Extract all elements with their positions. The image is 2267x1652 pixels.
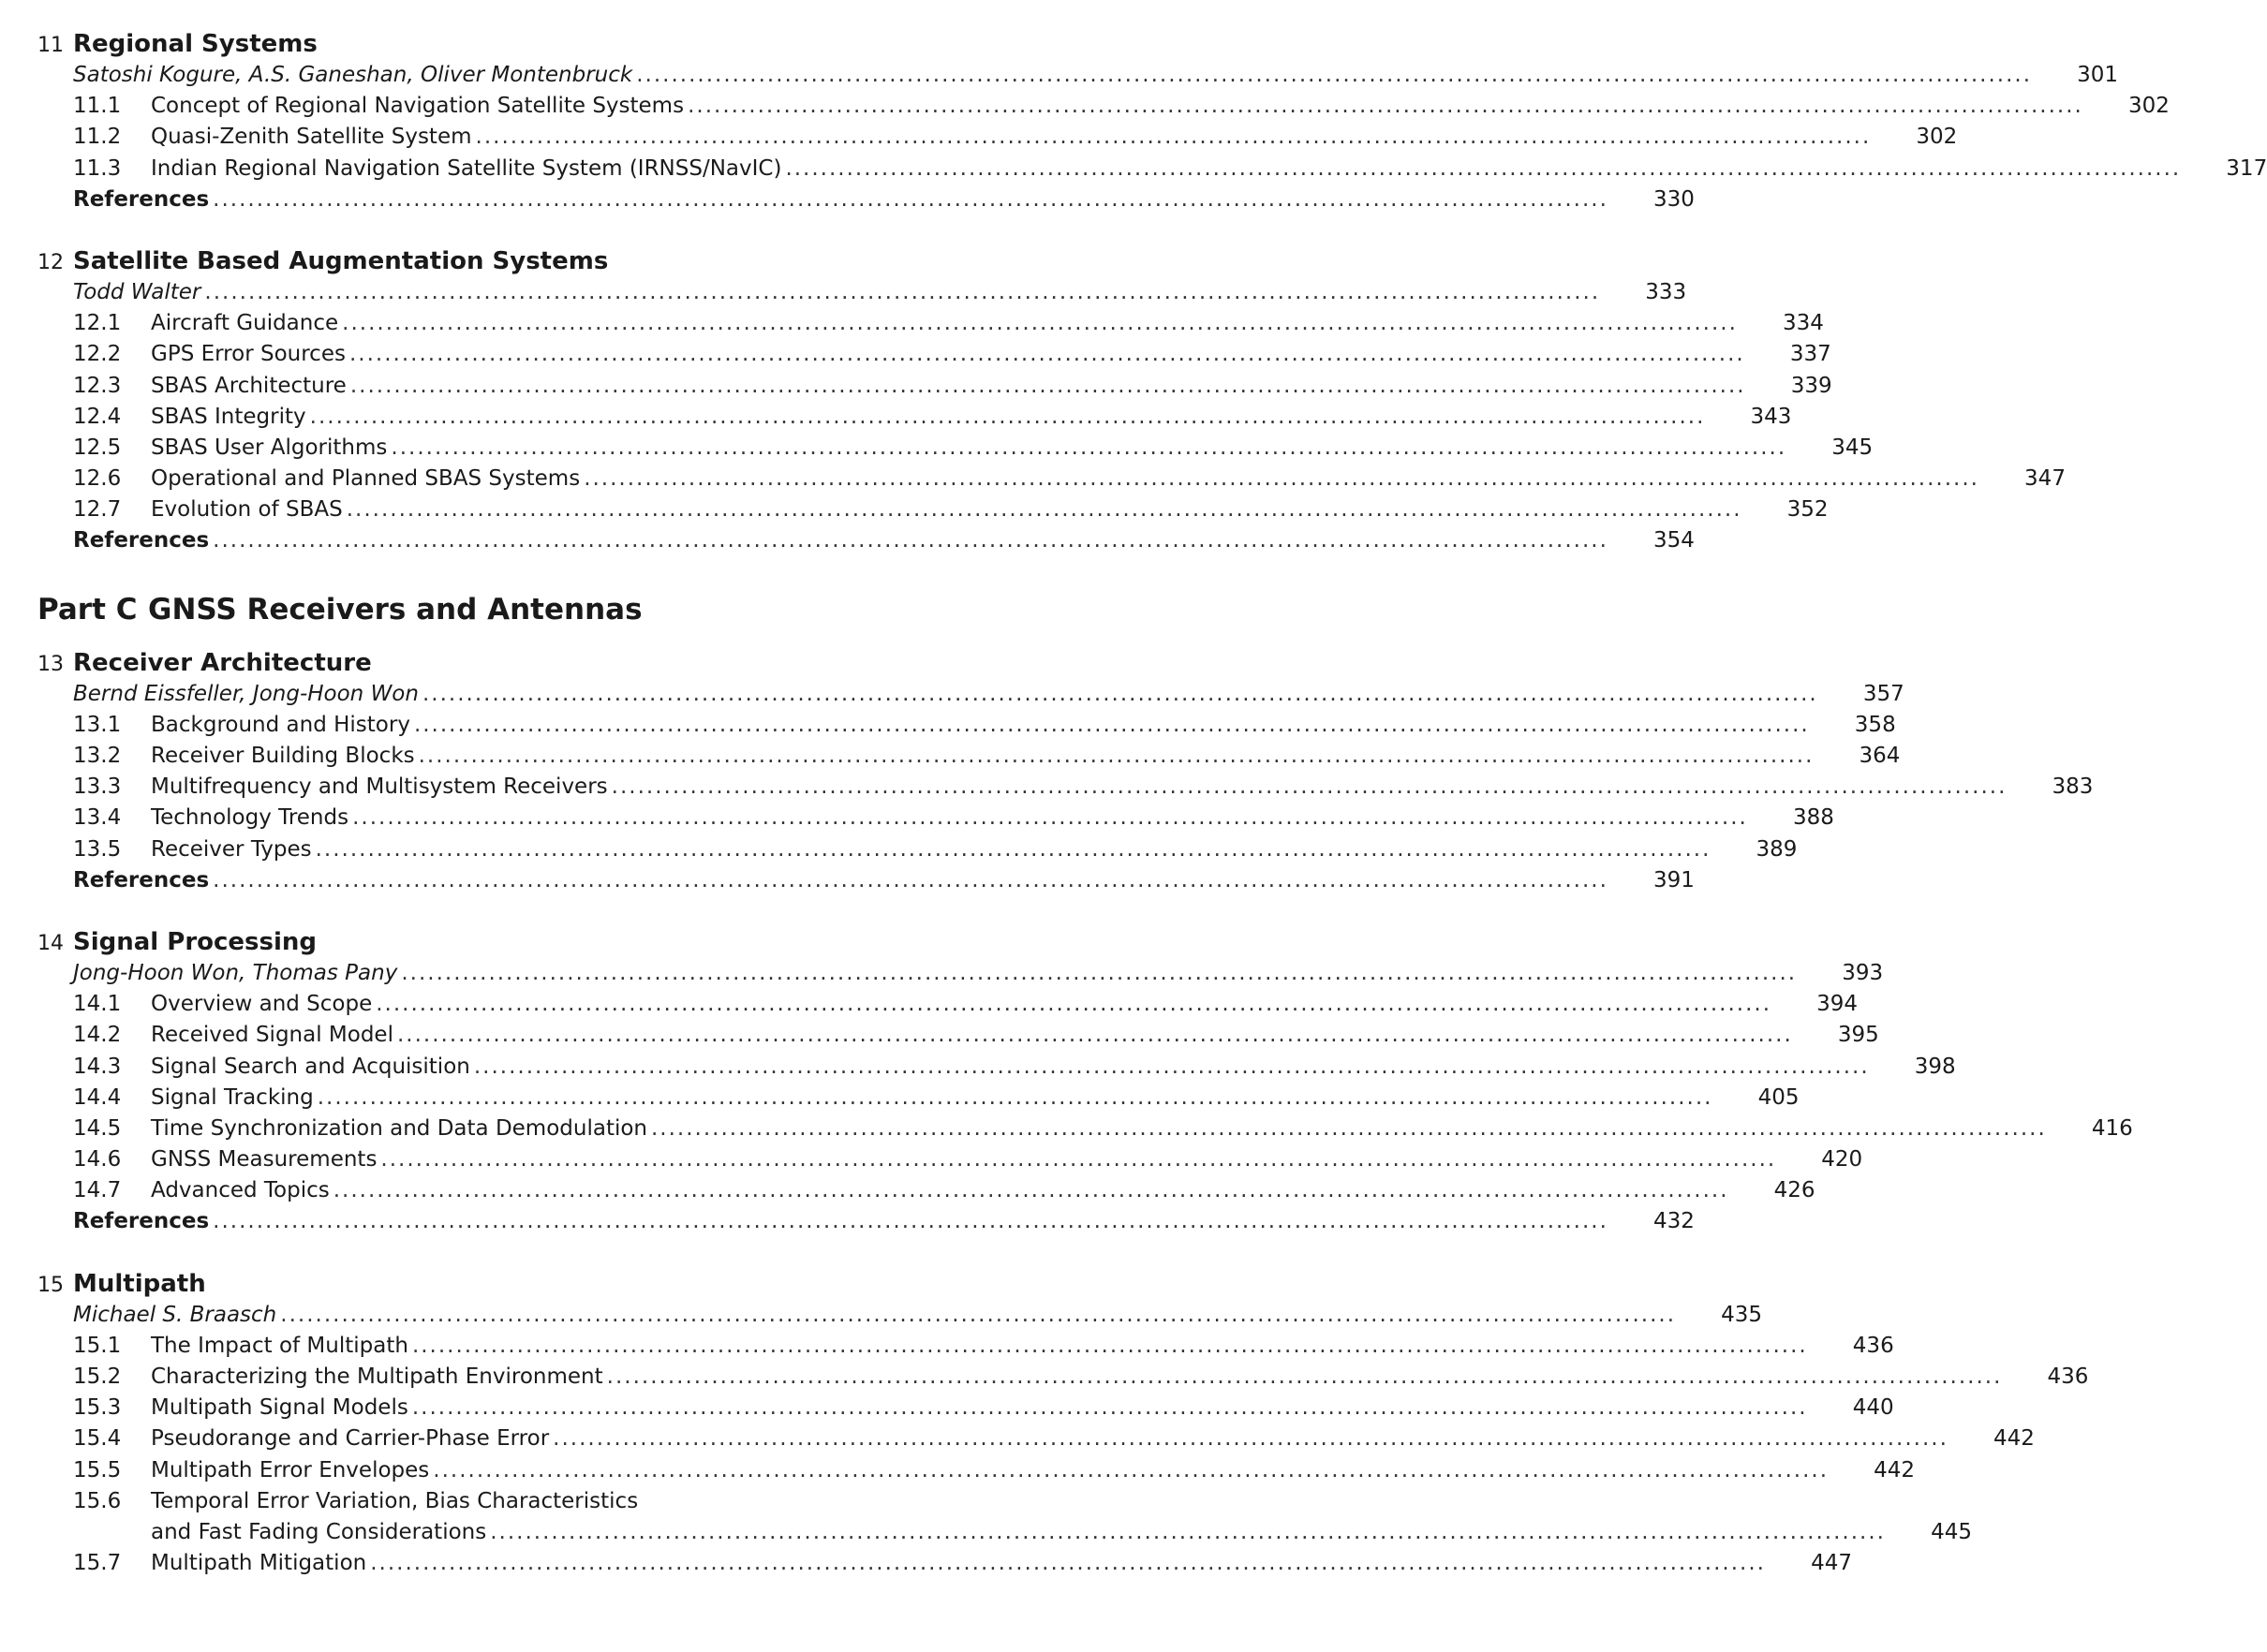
section-row[interactable] [37,91,2170,122]
dot-leader [553,1423,1948,1454]
section-row[interactable] [37,308,1824,339]
chapter-number: 13 [37,652,64,676]
dot-leader [213,525,1608,556]
section-number: 13.1 [73,712,122,737]
section-row[interactable] [37,1393,1894,1423]
section-number: 12.3 [73,373,122,398]
dot-leader [316,834,1711,865]
page-number: 445 [1931,1519,1972,1544]
dot-leader [476,122,1872,153]
dot-leader [419,741,1815,772]
dot-leader [474,1052,1870,1083]
page-number: 435 [1721,1302,1763,1327]
page-number: 302 [2127,94,2170,119]
dot-leader [607,1362,2003,1393]
dot-leader [349,339,1745,370]
section-row[interactable] [37,1144,1863,1175]
section-number: 12.6 [73,466,122,492]
dot-leader [350,371,1746,402]
page-number: 426 [1773,1178,1815,1203]
section-title: Time Synchronization and Data Demodulation [151,1115,647,1141]
page-number: 447 [1811,1551,1852,1576]
dot-leader [310,402,1706,433]
page-number: 405 [1757,1084,1800,1110]
dot-leader [636,60,2032,91]
section-title: Temporal Error Variation, Bias Characteristics [151,1488,639,1513]
chapter-entry [37,1268,2089,1580]
section-row[interactable] [37,772,2094,803]
chapter-entry [37,28,2267,215]
section-number: 15.5 [73,1457,122,1482]
section-row[interactable] [37,402,1792,433]
section-title: Multipath Error Envelopes [151,1457,430,1482]
dot-leader [347,494,1742,525]
section-row[interactable] [37,1548,1852,1579]
page-number: 345 [1831,435,1874,460]
author-row[interactable] [37,277,1687,308]
section-title: Background and History [151,712,410,737]
page-number: 442 [1874,1457,1916,1482]
section-continuation-row[interactable] [37,1517,1972,1548]
chapter-number: 11 [37,34,64,57]
author-names: Jong-Hoon Won, Thomas Pany [73,960,398,985]
author-names: Satoshi Kogure, A.S. Ganeshan, Oliver Montenbruck [73,63,633,87]
section-row[interactable] [37,834,1798,865]
section-row[interactable] [37,154,2267,184]
section-number: 15.2 [73,1364,122,1389]
page-number: 388 [1792,805,1834,831]
section-row[interactable] [37,122,1958,153]
page-number: 358 [1854,712,1896,737]
dot-leader [412,1331,1808,1362]
page-number: 393 [1842,960,1884,985]
page-number: 317 [2226,155,2267,181]
section-title: Multipath Signal Models [151,1395,408,1421]
page-number: 347 [2024,466,2066,492]
author-row[interactable] [37,1300,1763,1331]
references-row[interactable] [37,865,1695,896]
section-number: 14.3 [73,1054,122,1079]
page-number: 337 [1789,342,1831,367]
section-number: 12.2 [73,342,122,367]
section-title: Quasi-Zenith Satellite System [151,125,472,150]
chapter-entry [37,926,2133,1238]
section-number: 14.7 [73,1178,122,1203]
section-title: Multifrequency and Multisystem Receivers [151,774,608,800]
page-number: 420 [1821,1147,1863,1173]
dot-leader [280,1300,1676,1331]
section-number: 13.4 [73,805,122,831]
references-label: References [73,186,210,212]
page-number: 436 [1852,1333,1894,1358]
chapter-number: 14 [37,931,64,955]
section-row[interactable] [37,1455,1916,1486]
section-title: SBAS Integrity [151,404,306,429]
chapter-entry [37,647,2094,896]
table-of-contents [37,28,2267,1609]
page-number: 391 [1653,867,1695,892]
chapter-heading[interactable] [37,647,956,679]
section-row[interactable] [37,1114,2133,1144]
section-title: SBAS User Algorithms [151,435,388,460]
dot-leader [376,989,1771,1020]
section-number: 15.1 [73,1333,122,1358]
page-number: 432 [1653,1209,1695,1234]
dot-leader [318,1083,1713,1114]
section-title: Advanced Topics [151,1178,330,1203]
dot-leader [352,803,1748,833]
section-title: Receiver Building Blocks [151,744,415,768]
section-row[interactable] [37,1052,1956,1083]
section-title: Overview and Scope [151,992,373,1017]
section-number: 11.2 [73,125,122,150]
section-title: Received Signal Model [151,1023,393,1048]
dot-leader [401,958,1797,989]
chapter-title: Regional Systems [73,30,318,58]
chapter-title: Signal Processing [73,927,318,956]
page-number: 333 [1645,279,1687,304]
dot-leader [333,1175,1729,1206]
dot-leader [213,184,1608,215]
chapter-title: Receiver Architecture [73,648,372,677]
section-title: Pseudorange and Carrier-Phase Error [151,1426,550,1452]
section-number: 15.7 [73,1551,122,1576]
dot-leader [204,277,1600,308]
chapter-title: Satellite Based Augmentation Systems [73,246,609,275]
page-number: 330 [1653,186,1695,212]
section-number: 12.4 [73,404,122,429]
section-number: 11.3 [73,155,122,181]
section-row[interactable] [37,1362,2089,1393]
page-number: 440 [1852,1395,1894,1421]
section-title: Signal Tracking [151,1084,314,1110]
section-title: Signal Search and Acquisition [151,1054,470,1079]
dot-leader [584,464,1979,494]
page-number: 383 [2052,774,2094,800]
section-row[interactable] [37,464,2066,494]
section-title: Evolution of SBAS [151,497,343,523]
section-number: 12.7 [73,497,122,523]
page-number: 354 [1653,528,1695,553]
page-number: 416 [2091,1115,2133,1141]
dot-leader [412,1393,1808,1423]
part-title: GNSS Receivers and Antennas [148,592,643,627]
section-number: 14.1 [73,992,122,1017]
page-number: 301 [2077,63,2118,87]
section-row[interactable] [37,433,1874,464]
section-title: GNSS Measurements [151,1147,378,1173]
section-number: 15.3 [73,1395,122,1421]
section-title: Operational and Planned SBAS Systems [151,466,581,492]
chapter-number: 12 [37,250,64,274]
section-number: 14.5 [73,1115,122,1141]
page-number: 343 [1750,404,1792,429]
page-number: 442 [1993,1426,2035,1452]
author-row[interactable] [37,958,1884,989]
page-number: 302 [1916,125,1958,150]
page-number: 357 [1862,681,1904,706]
section-number: 12.5 [73,435,122,460]
page-number: 364 [1859,744,1901,768]
page-number: 339 [1790,373,1832,398]
section-title: Characterizing the Multipath Environment [151,1364,603,1389]
references-row[interactable] [37,525,1695,556]
section-number: 13.3 [73,774,122,800]
section-row[interactable] [37,741,1901,772]
author-names: Todd Walter [73,279,201,304]
section-title: Multipath Mitigation [151,1551,367,1576]
section-title: and Fast Fading Considerations [151,1519,487,1544]
section-title: GPS Error Sources [151,342,346,367]
author-names: Michael S. Braasch [73,1302,277,1327]
section-row[interactable] [37,803,1834,833]
dot-leader [380,1144,1776,1175]
section-title: The Impact of Multipath [151,1333,408,1358]
chapter-title: Multipath [73,1269,206,1298]
dot-leader [422,679,1818,710]
page-number: 395 [1837,1023,1879,1048]
section-number: 14.6 [73,1147,122,1173]
section-title: Receiver Types [151,836,312,862]
page-number: 334 [1783,311,1824,336]
chapter-heading[interactable] [37,28,956,60]
section-row[interactable] [37,494,1829,525]
dot-leader [370,1548,1766,1579]
references-label: References [73,528,210,553]
chapter-number: 15 [37,1273,64,1297]
section-number: 12.1 [73,311,122,336]
chapter-heading[interactable] [37,1268,956,1300]
page-number: 436 [2047,1364,2089,1389]
page-number: 394 [1816,992,1859,1017]
section-row[interactable] [37,989,1859,1020]
section-row[interactable] [37,1020,1879,1051]
page-number: 352 [1786,497,1829,523]
section-number: 13.2 [73,744,122,768]
author-names: Bernd Eissfeller, Jong-Hoon Won [73,681,419,706]
section-title: SBAS Architecture [151,373,347,398]
references-row[interactable] [37,184,1695,215]
author-row[interactable] [37,679,1904,710]
page-number: 398 [1914,1054,1956,1079]
dot-leader [688,91,2083,122]
section-title: Aircraft Guidance [151,311,339,336]
chapter-heading[interactable] [37,245,956,277]
page-number: 389 [1756,836,1798,862]
references-label: References [73,867,210,892]
section-row[interactable] [37,339,1831,370]
section-row[interactable] [37,1423,2035,1454]
section-number: 15.4 [73,1426,122,1452]
dot-leader [651,1114,2047,1144]
author-row[interactable] [37,60,2118,91]
section-title: Concept of Regional Navigation Satellite Systems [151,94,685,119]
dot-leader [213,1206,1608,1237]
section-row[interactable] [37,1175,1815,1206]
section-row[interactable] [37,1331,1894,1362]
references-label: References [73,1209,210,1234]
dot-leader [612,772,2008,803]
section-number: 13.5 [73,836,122,862]
dot-leader [342,308,1738,339]
section-row[interactable] [37,1083,1800,1114]
section-row[interactable] [37,1486,956,1517]
chapter-heading[interactable] [37,926,956,958]
dot-leader [397,1020,1793,1051]
section-row[interactable] [37,371,1832,402]
dot-leader [414,710,1810,741]
section-number: 15.6 [73,1488,122,1513]
chapter-entry [37,245,2066,557]
section-number: 14.4 [73,1084,122,1110]
section-number: 14.2 [73,1023,122,1048]
dot-leader [433,1455,1829,1486]
dot-leader [785,154,2181,184]
section-row[interactable] [37,710,1896,741]
references-row[interactable] [37,1206,1695,1237]
dot-leader [391,433,1786,464]
part-label: Part C [37,592,138,627]
dot-leader [490,1517,1886,1548]
section-number: 11.1 [73,94,122,119]
dot-leader [213,865,1608,896]
section-title: Technology Trends [151,805,349,831]
section-title: Indian Regional Navigation Satellite System (IRNSS/NavIC) [151,155,782,181]
part-heading [37,587,956,632]
